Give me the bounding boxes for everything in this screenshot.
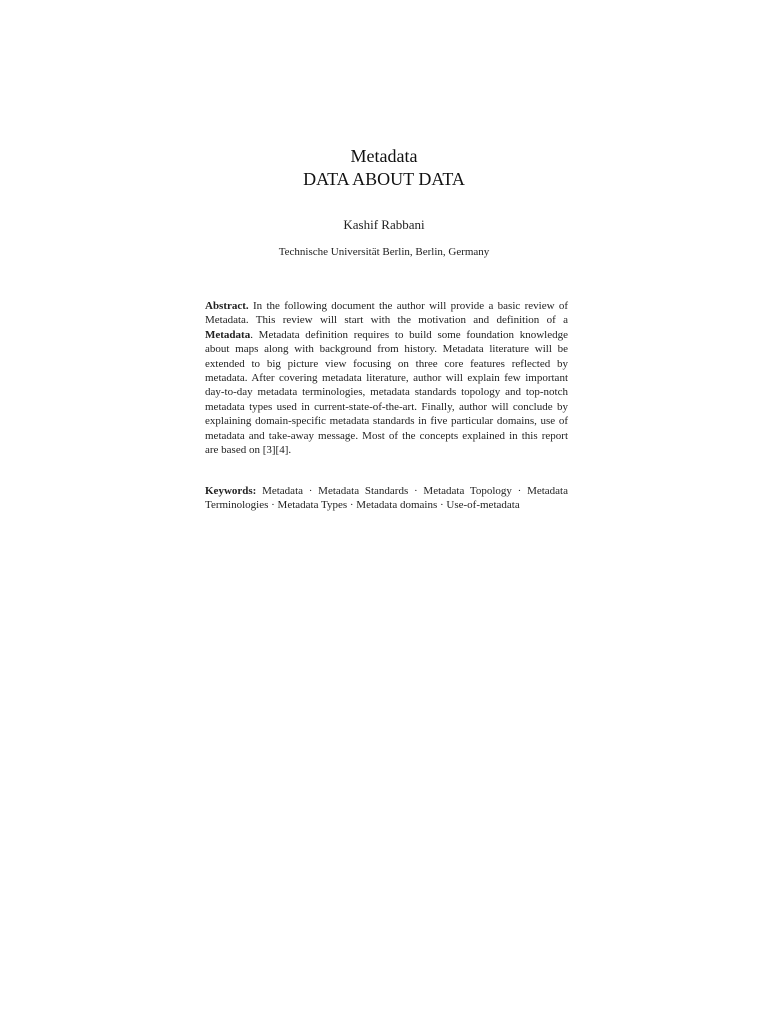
keywords-paragraph bbox=[205, 484, 568, 513]
title-line-1: Metadata bbox=[350, 146, 418, 166]
abstract-label: Abstract. bbox=[205, 300, 249, 312]
abstract-text-part1: In the following document the author will provide a basic review of Metadata. This review will start with the motivation and definition of a bbox=[205, 300, 568, 327]
abstract-text-part2: . Metadata definition requires to build some foundation knowledge about maps along with background from history. Metadata literature will be extended to big picture view focusing on three core features reflected by metadata. After covering metadata literature, author will explain few important day-to-day metadata terminologies, metadata standards topology and top-notch metadata types used in current-state-of-the-art. Finally, author will conclude by explaining domain-specific metadata standards in five particular domains, use of metadata and take-away message. Most of the concepts explained in this report are based on [3][4]. bbox=[205, 328, 568, 457]
abstract-bold-term: Metadata bbox=[205, 328, 251, 341]
keywords-label: Keywords: bbox=[205, 485, 257, 497]
keywords-text: Metadata · Metadata Standards · Metadata Topology · Metadata Terminologies · Metadata Types · Metadata domains · Use-of-metadata bbox=[205, 485, 568, 512]
author-affiliation: Technische Universität Berlin, Berlin, Germany bbox=[278, 246, 490, 258]
abstract-paragraph bbox=[205, 299, 568, 457]
author-name: Kashif Rabbani bbox=[343, 217, 425, 232]
paper-title bbox=[0, 145, 768, 191]
title-line-2: DATA ABOUT DATA bbox=[303, 169, 465, 189]
